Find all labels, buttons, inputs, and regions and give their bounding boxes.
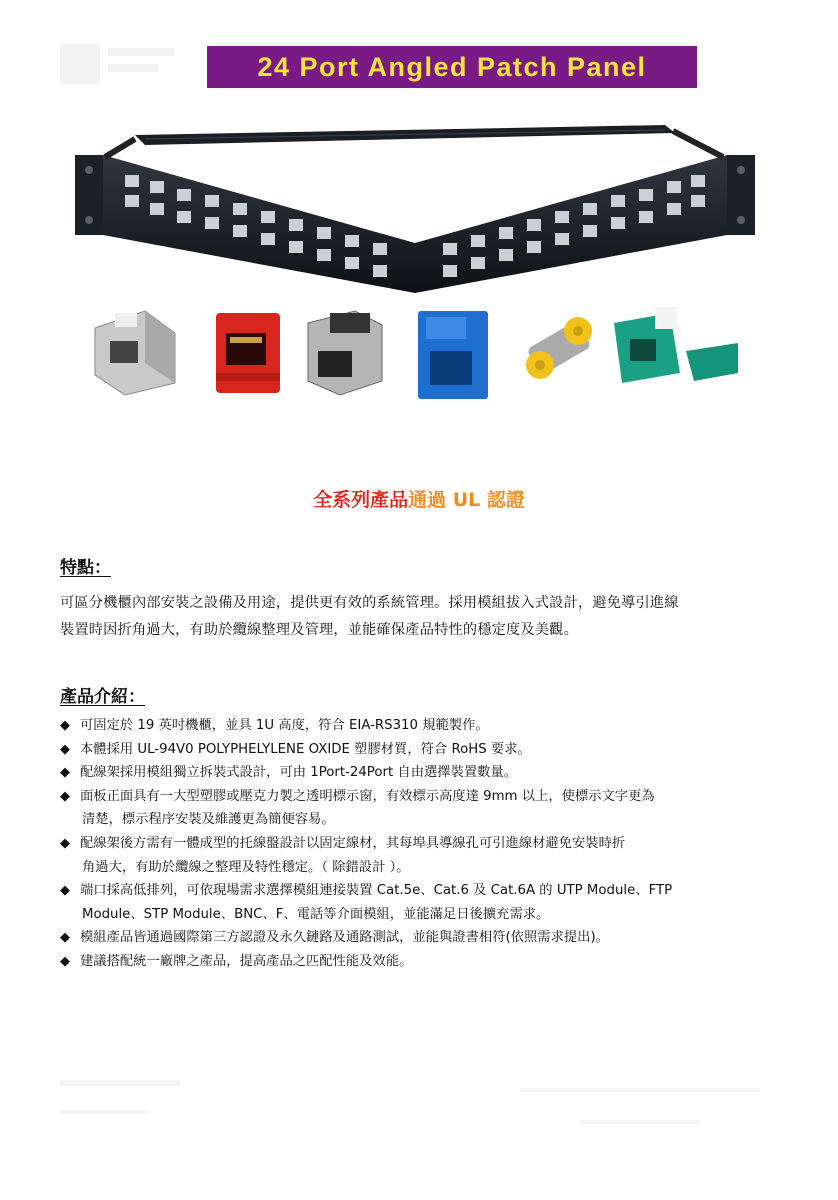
fiber-st-coupler-icon xyxy=(512,303,607,398)
list-item-text: 本體採用 UL-94V0 POLYPHELYLENE OXIDE 塑膠材質，符合 RoHS 要求。 xyxy=(80,741,531,757)
diamond-bullet-icon: ◆ xyxy=(60,883,70,899)
list-item-text: 配線架後方需有一體成型的托線盤設計以固定線材，其每埠具導線孔可引進線材避免安裝時折 xyxy=(80,835,626,851)
diamond-bullet-icon: ◆ xyxy=(60,765,70,781)
list-item xyxy=(60,950,800,974)
certification-series-text: 全系列產品 xyxy=(313,489,409,511)
product-intro-list xyxy=(60,714,800,974)
shielded-keystone-silver-icon xyxy=(85,303,185,398)
watermark-logo-icon xyxy=(58,34,178,94)
diamond-bullet-icon: ◆ xyxy=(60,718,70,733)
list-item-text: 端口採高低排列，可依現場需求選擇模組連接裝置 Cat.5e、Cat.6 及 Cat.6A 的 UTP Module、FTP xyxy=(80,883,673,899)
green-keystone-icon xyxy=(610,303,750,398)
list-item xyxy=(60,926,800,950)
list-item-text: Module、STP Module、BNC、F、電話等介面模組，並能滿足日後擴充需求。 xyxy=(82,906,550,922)
certification-ul-text: 通過 UL 認證 xyxy=(408,489,525,511)
diamond-bullet-icon: ◆ xyxy=(60,788,70,804)
features-heading: 特點： xyxy=(60,558,111,578)
list-item xyxy=(60,714,800,738)
certification-line xyxy=(0,485,838,512)
diamond-bullet-icon: ◆ xyxy=(60,953,70,969)
list-item xyxy=(60,832,800,879)
list-item xyxy=(60,785,800,832)
faint-footer-mark-icon xyxy=(60,1070,780,1140)
features-line: 可區分機櫃內部安裝之設備及用途，提供更有效的系統管理。採用模組拔入式設計，避免導引進線 xyxy=(60,595,679,611)
diamond-bullet-icon: ◆ xyxy=(60,835,70,851)
title-banner xyxy=(207,46,697,88)
module-images-row xyxy=(80,303,760,413)
list-item xyxy=(60,761,800,785)
red-rj45-keystone-icon xyxy=(208,303,288,403)
list-item-text: 面板正面具有一大型塑膠或壓克力製之透明標示窗，有效標示高度達 9mm 以上，使標示文字更為 xyxy=(80,788,655,804)
list-item-text: 角過大，有助於纜線之整理及特性穩定。（ 除錯設計 ）。 xyxy=(82,859,410,875)
list-item xyxy=(60,738,800,762)
blue-keystone-icon xyxy=(408,303,498,408)
page-title: 24 Port Angled Patch Panel xyxy=(257,51,647,82)
features-line: 裝置時因折角過大，有助於纜線整理及管理，並能確保產品特性的穩定度及美觀。 xyxy=(60,622,578,638)
features-body xyxy=(60,590,790,644)
list-item-text: 配線架採用模組獨立拆裝式設計，可由 1Port-24Port 自由選擇裝置數量。 xyxy=(80,765,518,781)
product-intro-heading: 產品介紹： xyxy=(60,687,145,707)
diamond-bullet-icon: ◆ xyxy=(60,930,70,946)
angled-patch-panel-image xyxy=(75,115,755,295)
list-item-text: 建議搭配統一廠牌之產品，提高產品之匹配性能及效能。 xyxy=(80,953,413,969)
shielded-keystone-black-silver-icon xyxy=(300,303,390,403)
list-item xyxy=(60,879,800,926)
list-item-text: 清楚，標示程序安裝及維護更為簡便容易。 xyxy=(82,812,335,828)
diamond-bullet-icon: ◆ xyxy=(60,741,70,757)
list-item-text: 模組產品皆通過國際第三方認證及永久鏈路及通路測試，並能與證書相符(依照需求提出)。 xyxy=(80,930,609,946)
list-item-text: 可固定於 19 英吋機櫃，並具 1U 高度，符合 EIA-RS310 規範製作。 xyxy=(80,718,489,733)
